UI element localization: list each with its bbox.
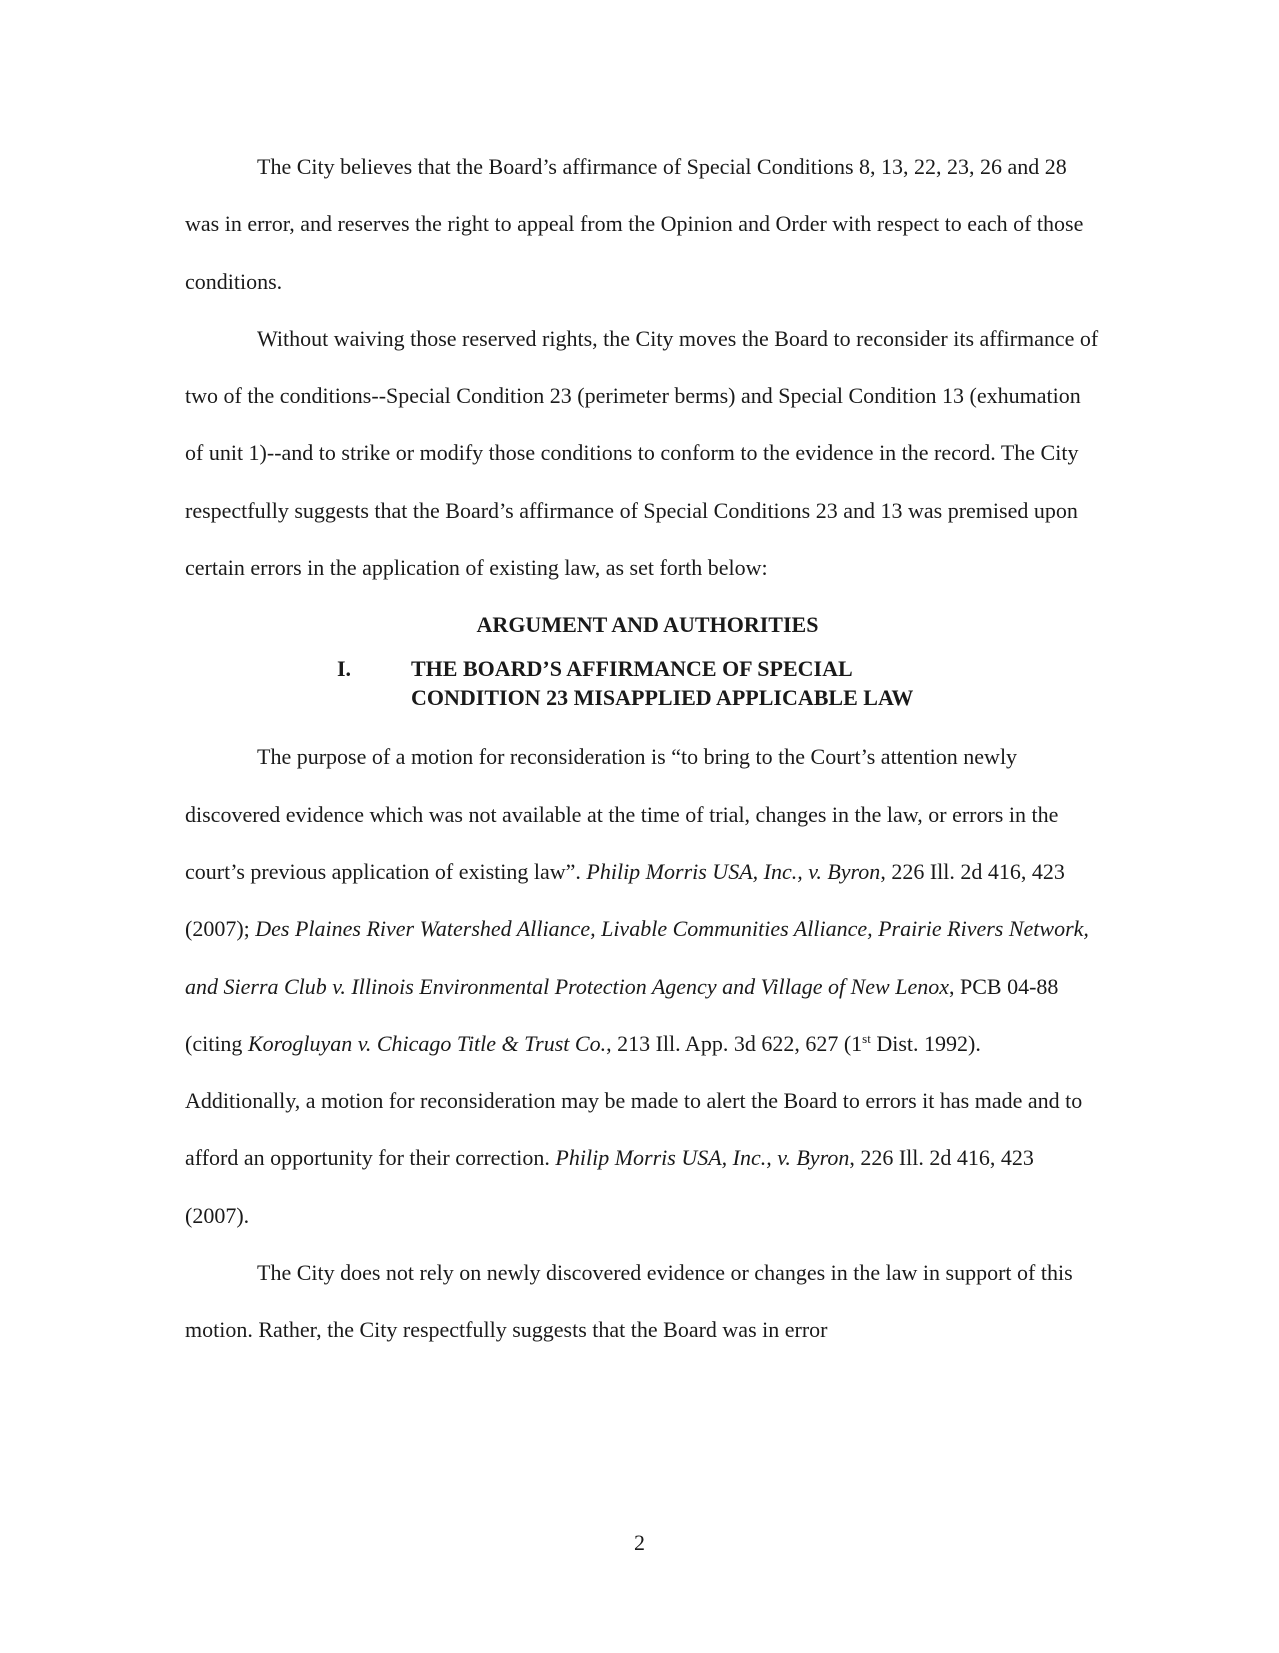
section-title-line-2: CONDITION 23 MISAPPLIED APPLICABLE LAW [411, 685, 914, 711]
case-citation-des-plaines: Des Plaines River Watershed Alliance, Livable Communities Alliance, Prairie Rivers Network, and Sierra Club v. Illinois Environmental Protection Agency and Village of New Lenox [185, 916, 1089, 999]
paragraph-reserved-rights: The City believes that the Board’s affirmance of Special Conditions 8, 13, 22, 23, 26 and 28 was in error, and reserves the right to appeal from the Opinion and Order with respect to each of those conditions. [185, 154, 1084, 294]
section-title-line-1: THE BOARD’S AFFIRMANCE OF SPECIAL [411, 656, 853, 682]
ordinal-superscript: st [862, 1030, 871, 1046]
case-citation-philip-morris-2: Philip Morris USA, Inc., v. Byron [555, 1145, 850, 1171]
text-segment: Dist. 1992). Additionally, a motion for reconsideration may be made to alert the Board to errors it has made and to afford an opportunity for their correction. [185, 1030, 1083, 1171]
text-segment: , 213 Ill. App. 3d 622, 627 (1 [606, 1030, 863, 1056]
page-number: 2 [634, 1530, 645, 1555]
text-segment: The purpose of a motion for reconsideration is “to bring to the Court’s attention newly discovered evidence which was not available at the time of trial, changes in the law, or errors in the court’s previous application of existing law”. [185, 744, 1059, 884]
paragraph-no-new-evidence: The City does not rely on newly discovered evidence or changes in the law in support of this motion. Rather, the City respectfully suggests that the Board was in error [185, 1260, 1073, 1343]
case-citation-korogluyan: Korogluyan v. Chicago Title & Trust Co. [247, 1030, 607, 1056]
case-citation-philip-morris: Philip Morris USA, Inc., v. Byron [586, 858, 881, 884]
text-segment: , 226 Ill. 2d 416, 423 (2007); [185, 858, 1065, 942]
document-body [185, 138, 1100, 1359]
paragraph-purpose-motion [185, 728, 1100, 1244]
text-segment: , 226 Ill. 2d 416, 423 (2007). [185, 1145, 1034, 1228]
section-number: I. [337, 656, 352, 682]
paragraph-motion-reconsider: Without waiving those reserved rights, the City moves the Board to reconsider its affirmance of two of the conditions--Special Condition 23 (perimeter berms) and Special Condition 13 (exhumation of unit 1)--and to strike or modify those conditions to conform to the evidence in the record. The City respectfully suggests that the Board’s affirmance of Special Conditions 23 and 13 was premised upon certain errors in the application of existing law, as set forth below: [185, 325, 1099, 581]
heading-argument-authorities: ARGUMENT AND AUTHORITIES [476, 612, 819, 638]
heading-section-1 [185, 652, 1100, 728]
text-segment: , PCB 04-88 (citing [185, 973, 1059, 1056]
